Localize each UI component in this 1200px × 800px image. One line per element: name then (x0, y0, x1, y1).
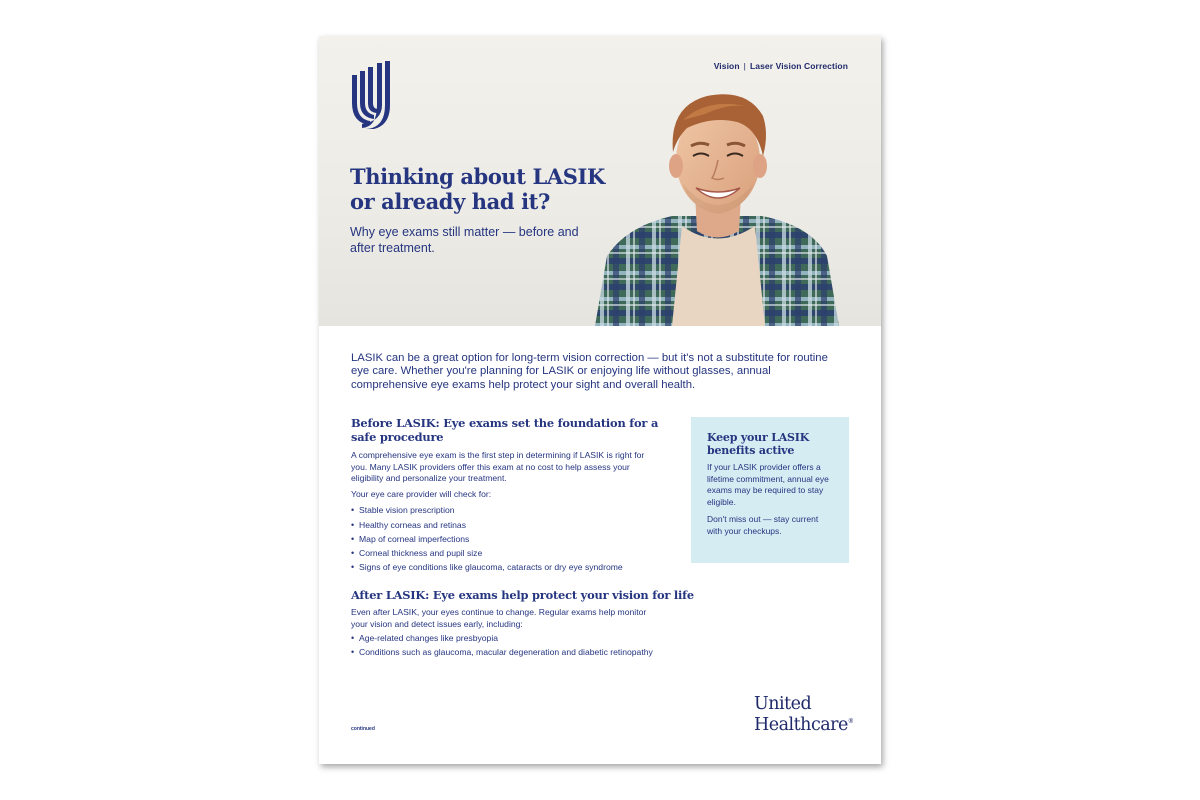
before-list-intro: Your eye care provider will check for: (351, 488, 492, 499)
callout-title: Keep your LASIK benefits active (707, 431, 810, 457)
before-checklist (351, 505, 661, 573)
before-lasik-heading: Before LASIK: Eye exams set the foundation for a safe procedure (351, 416, 659, 444)
continued-label: continued (351, 726, 375, 732)
list-item: • Signs of eye conditions like glaucoma, cataracts or dry eye syndrome (351, 562, 661, 574)
callout-text-1: If your LASIK provider offers a lifetime commitment, annual eye exams may be required to stay eligible. (707, 462, 829, 507)
after-lasik-section (351, 607, 661, 662)
intro-paragraph: LASIK can be a great option for long-term vision correction — but it's not a substitute for routine eye care. Whether you're planning for LASIK or enjoying life without glasses, annual comprehensive eye exams help protect your sight and overall health. (351, 352, 828, 391)
list-item: • Healthy corneas and retinas (351, 520, 661, 532)
title-line-2: or already had it? (350, 189, 550, 214)
list-item: • Corneal thickness and pupil size (351, 548, 661, 560)
list-item: • Conditions such as glaucoma, macular degeneration and diabetic retinopathy (351, 647, 661, 659)
list-item: • Stable vision prescription (351, 505, 661, 517)
category-vision: Vision (713, 61, 740, 71)
brand-line-2-text: Healthcare (754, 714, 848, 735)
after-checklist (351, 633, 661, 659)
before-lasik-section (351, 450, 661, 576)
unitedhealthcare-wordmark (754, 696, 853, 734)
brand-line-1: United (754, 694, 812, 714)
brand-line-2 (754, 713, 853, 734)
list-item: • Map of corneal imperfections (351, 534, 661, 546)
category-separator: | (743, 61, 746, 71)
benefits-callout-box (691, 417, 849, 563)
category-laser: Laser Vision Correction (749, 61, 848, 71)
hero-section (319, 36, 881, 326)
title-line-1: Thinking about LASIK (350, 164, 605, 189)
before-lasik-paragraph: A comprehensive eye exam is the first step in determining if LASIK is right for you. Many LASIK providers offer this exam at no cost to help assess your eligibility and personalize your treatment. (351, 450, 645, 484)
after-lasik-paragraph: Even after LASIK, your eyes continue to change. Regular exams help monitor your vision and detect issues early, including: (351, 607, 647, 629)
list-item: • Age-related changes like presbyopia (351, 633, 661, 645)
uhc-logo-icon (350, 61, 392, 129)
registered-mark: ® (847, 718, 854, 725)
smiling-man-photo (587, 76, 847, 326)
after-lasik-heading: After LASIK: Eye exams help protect your vision for life (351, 588, 694, 602)
callout-text-2: Don't miss out — stay current with your checkups. (707, 514, 819, 536)
document-category (714, 61, 848, 71)
page-subtitle: Why eye exams still matter — before and after treatment. (350, 225, 579, 255)
flyer-page (319, 36, 881, 764)
